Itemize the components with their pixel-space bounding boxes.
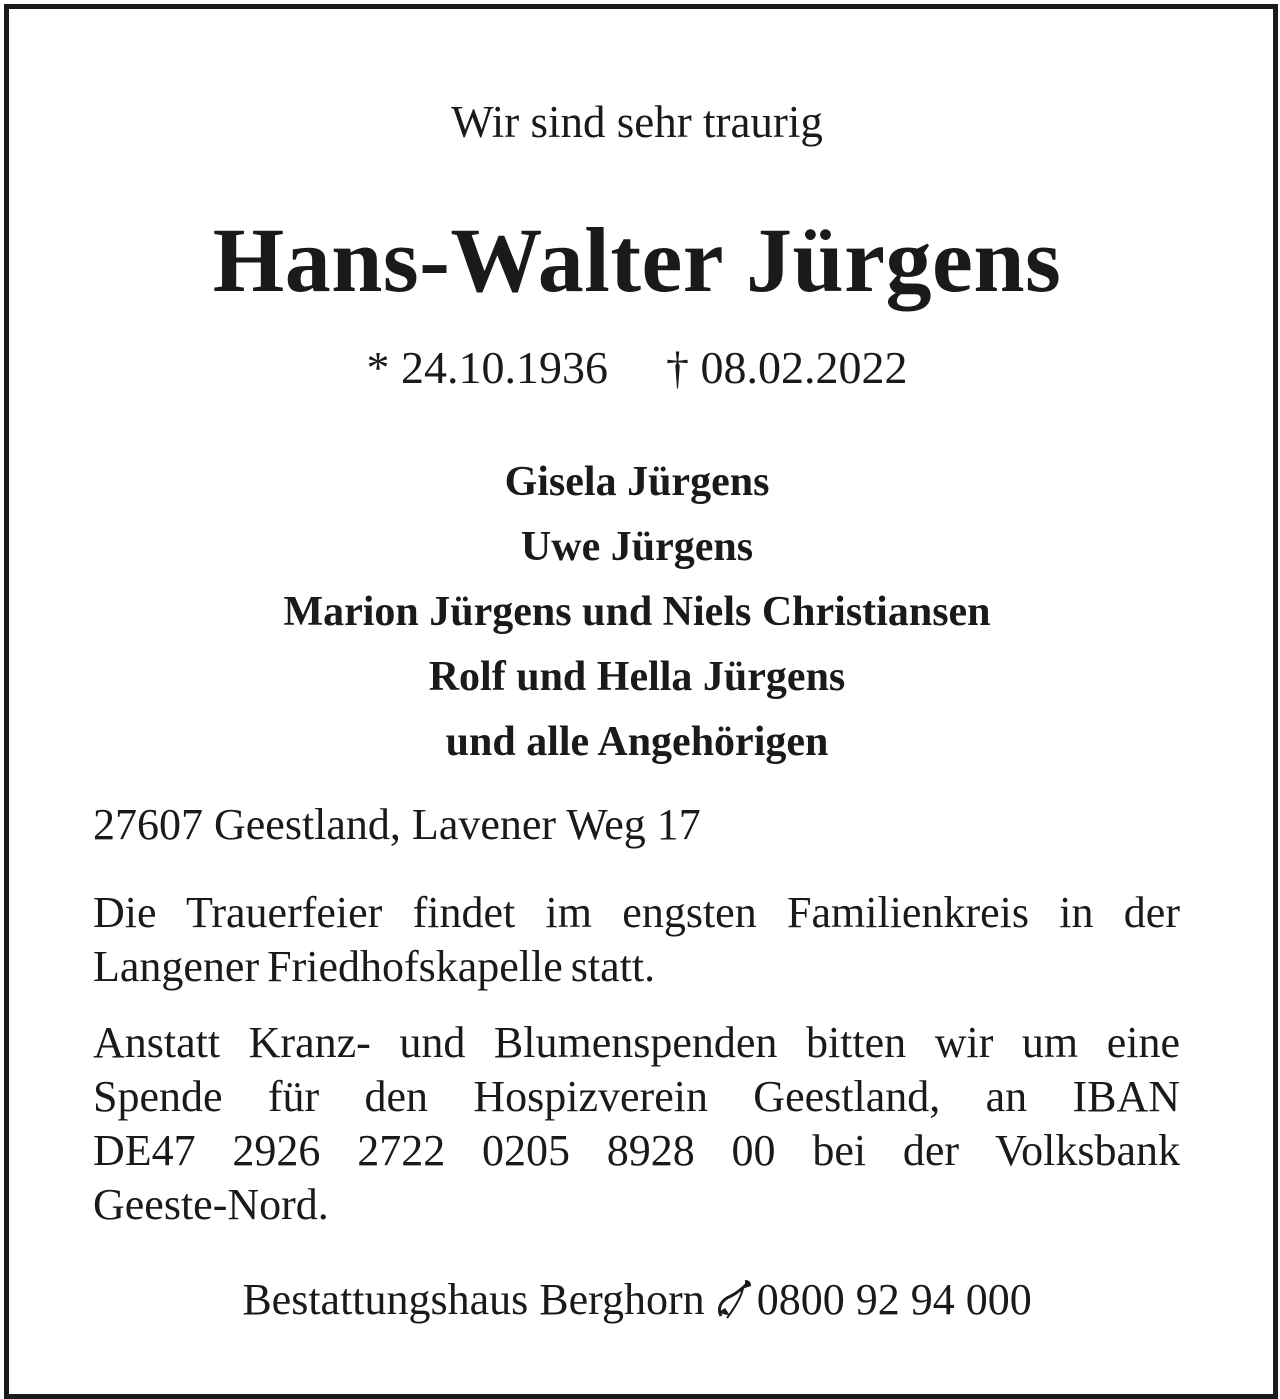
- mourners-list: [0, 450, 1274, 775]
- phone-icon: [715, 1278, 753, 1333]
- life-dates: [0, 340, 1274, 396]
- mourner-name: Rolf und Hella Jürgens: [428, 654, 846, 700]
- ceremony-line: Die Trauerfeier findet im engsten Familienkreis in der: [93, 888, 1180, 937]
- donation-line: Spende für den Hospizverein Geestland, an IBAN: [93, 1072, 1180, 1121]
- address: 27607 Geestland, Lavener Weg 17: [93, 800, 701, 849]
- ceremony-paragraph: [93, 886, 1180, 994]
- donation-line: DE47 2926 2722 0205 8928 00 bei der Volksbank: [93, 1126, 1180, 1175]
- phone-number: 0800 92 94 000: [756, 1275, 1032, 1324]
- donation-line: Anstatt Kranz- und Blumenspenden bitten wir um eine: [93, 1018, 1180, 1067]
- intro-text: Wir sind sehr traurig: [451, 97, 823, 147]
- funeral-home-name: Bestattungshaus Berghorn: [242, 1275, 705, 1324]
- death-date: † 08.02.2022: [666, 342, 908, 393]
- mourner-name: Uwe Jürgens: [520, 524, 754, 570]
- donation-line: Geeste-Nord.: [93, 1180, 329, 1229]
- birth-date: * 24.10.1936: [366, 342, 608, 393]
- funeral-home-footer: [0, 1273, 1274, 1333]
- donation-paragraph: [93, 1016, 1180, 1232]
- mourner-name: und alle Angehörigen: [445, 719, 829, 765]
- mourner-name: Marion Jürgens und Niels Christiansen: [283, 589, 991, 635]
- mourner-name: Gisela Jürgens: [504, 459, 770, 505]
- ceremony-line: Langener Friedhofskapelle statt.: [93, 942, 656, 991]
- deceased-name: Hans-Walter Jürgens: [212, 209, 1062, 311]
